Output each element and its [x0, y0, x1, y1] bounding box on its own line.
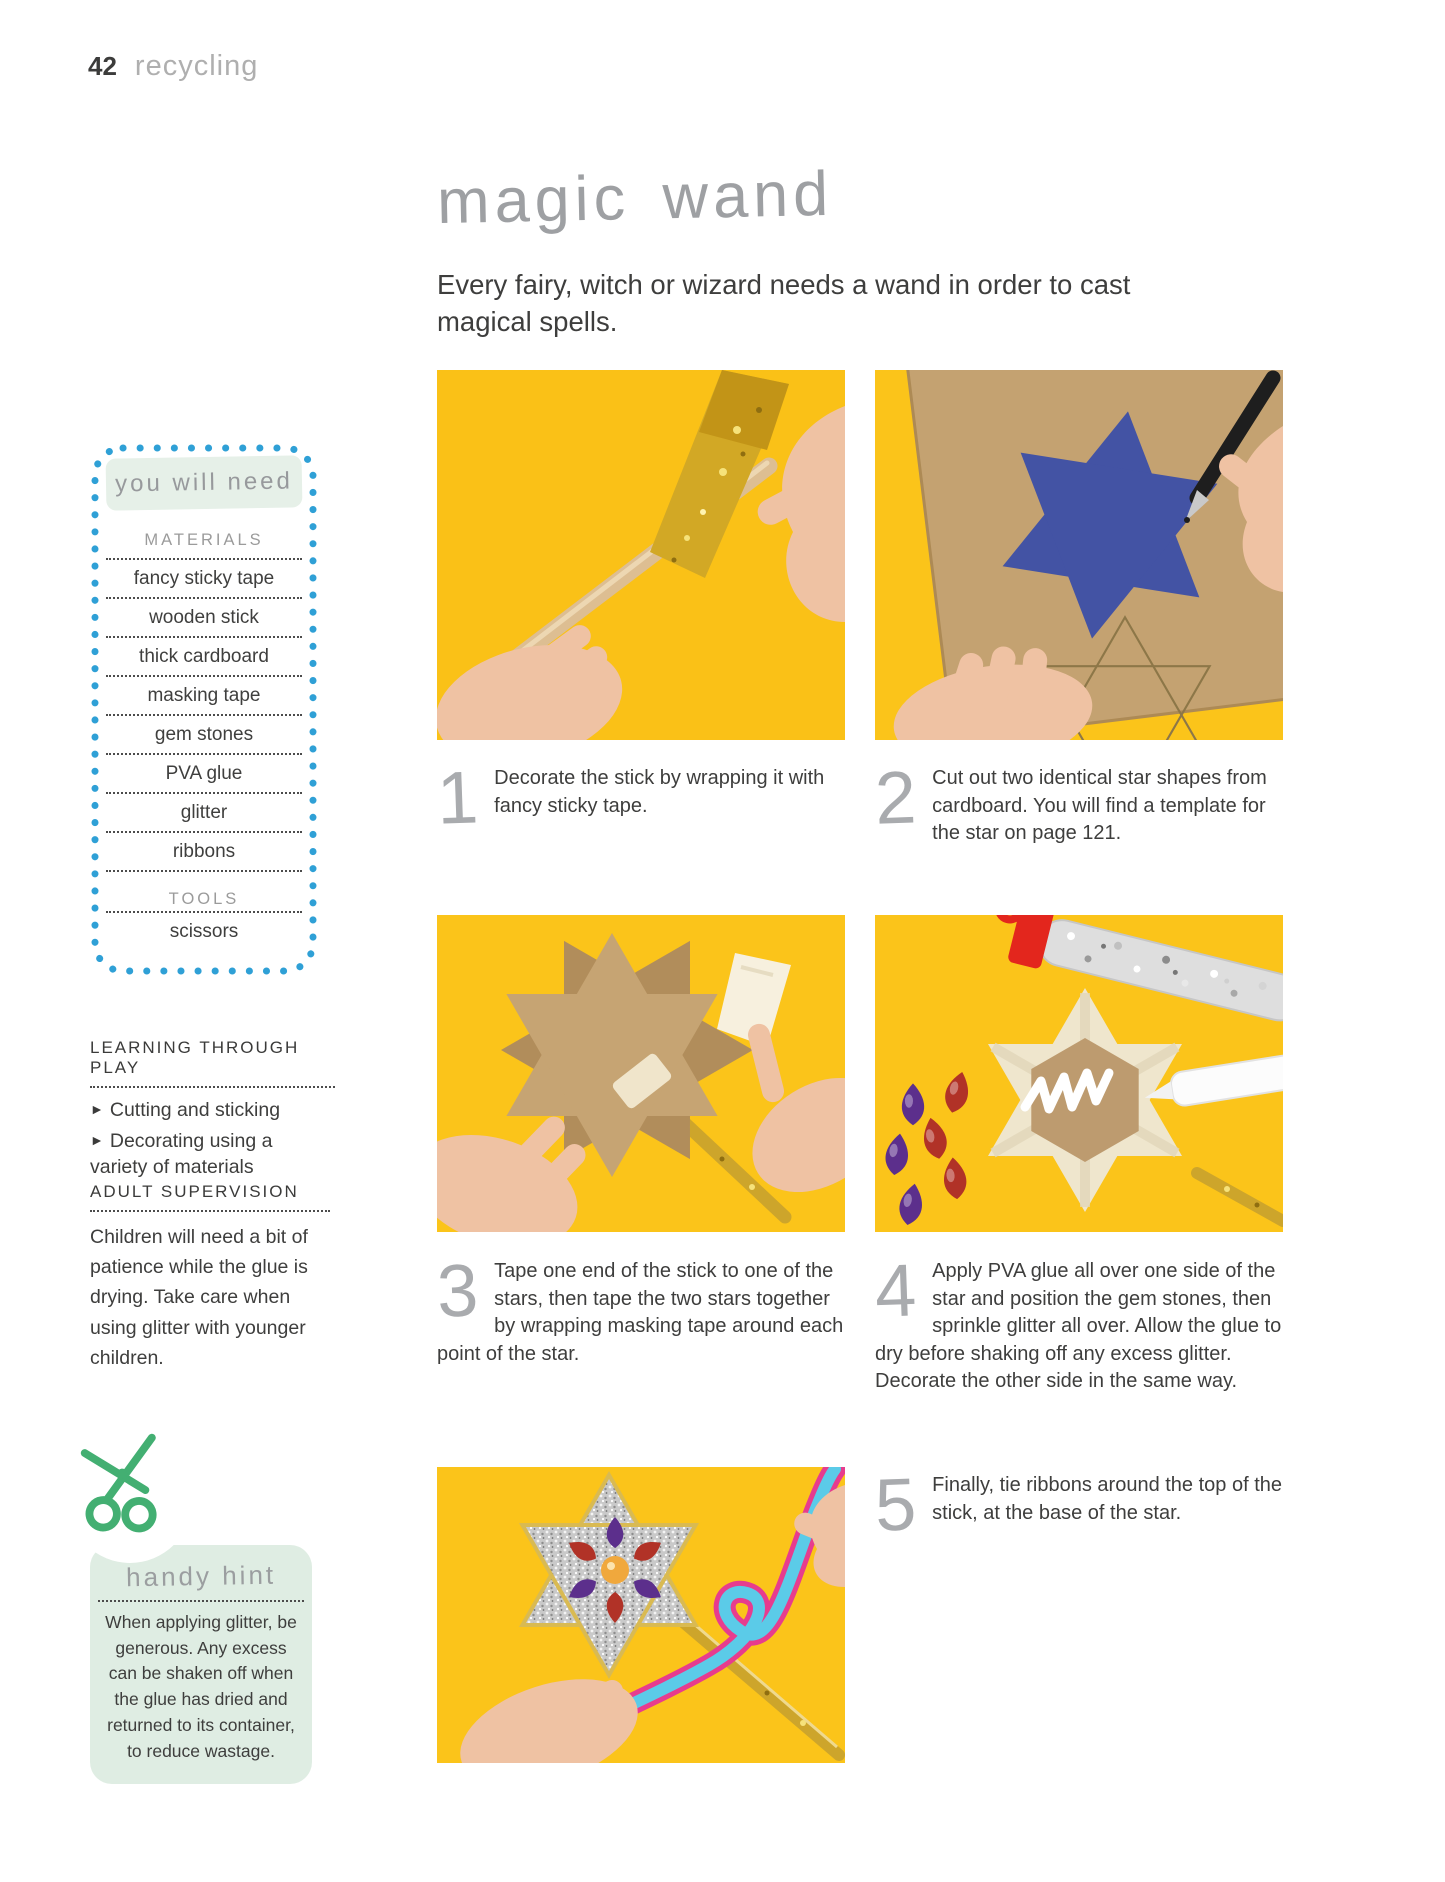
list-item: scissors — [106, 911, 302, 950]
triangle-bullet-icon: ► — [90, 1132, 104, 1149]
step-text: Cut out two identical star shapes from cardboard. You will find a template for the star on page 121. — [932, 767, 1267, 845]
step-number: 4 — [873, 1248, 918, 1333]
list-item: gem stones — [106, 714, 302, 753]
page-number: 42 — [88, 51, 117, 81]
step-number: 3 — [435, 1248, 480, 1333]
materials-label: MATERIALS — [144, 531, 264, 549]
step-4 — [873, 1248, 1283, 1396]
step-1-photo — [437, 370, 845, 740]
list-item: masking tape — [106, 675, 302, 714]
step-text: Decorate the stick by wrapping it with fancy sticky tape. — [494, 767, 825, 817]
adult-supervision — [90, 1182, 330, 1373]
materials-list — [106, 558, 302, 872]
you-will-need-title: you will need — [106, 455, 303, 510]
step-text: Apply PVA glue all over one side of the star and position the gem stones, then sprinkle glitter all over. Allow the glue to dry before shaking off any excess glitter. Decorate the other side in the same way. — [875, 1260, 1282, 1393]
center-gem — [601, 1556, 629, 1584]
handy-hint-box — [90, 1545, 312, 1784]
you-will-need-box — [90, 443, 318, 976]
step-2 — [873, 755, 1283, 848]
step-1 — [435, 755, 845, 840]
step-3 — [435, 1248, 845, 1368]
step-number: 1 — [435, 755, 480, 840]
intro-text: Every fairy, witch or wizard needs a wand in order to cast magical spells. — [437, 269, 1131, 338]
step-5-photo — [437, 1467, 845, 1763]
list-item: ► Cutting and sticking — [90, 1099, 281, 1121]
learning-heading: LEARNING THROUGH PLAY — [90, 1038, 335, 1088]
list-item: glitter — [106, 792, 302, 831]
supervision-text: Children will need a bit of patience while the glue is drying. Take care when using glitter with younger children. — [90, 1226, 308, 1369]
list-item: thick cardboard — [106, 636, 302, 675]
list-item: ribbons — [106, 831, 302, 870]
list-item: wooden stick — [106, 597, 302, 636]
step-5 — [873, 1462, 1295, 1547]
list-item: ► Decorating using a variety of materials — [90, 1130, 273, 1178]
handy-hint-text: When applying glitter, be generous. Any excess can be shaken off when the glue has dried and returned to its container, to reduce wastage. — [105, 1612, 297, 1761]
supervision-heading: ADULT SUPERVISION — [90, 1182, 330, 1212]
step-4-photo — [875, 915, 1283, 1232]
section-name: recycling — [134, 50, 259, 82]
triangle-bullet-icon: ► — [90, 1101, 104, 1117]
handy-hint-title: handy hint — [125, 1559, 277, 1593]
page-title: magic wand — [436, 158, 834, 238]
tools-list — [106, 911, 302, 950]
step-text: Tape one end of the stick to one of the stars, then tape the two stars together by wrapping masking tape around each point of the star. — [437, 1260, 844, 1365]
step-number: 5 — [873, 1462, 918, 1547]
page-header — [88, 50, 258, 83]
step-number: 2 — [873, 755, 918, 840]
tools-label: TOOLS — [168, 890, 240, 908]
list-item: PVA glue — [106, 753, 302, 792]
scissors-icon — [69, 1427, 181, 1546]
step-text: Finally, tie ribbons around the top of the stick, at the base of the star. — [932, 1474, 1282, 1524]
list-item: fancy sticky tape — [106, 558, 302, 597]
step-2-photo — [875, 370, 1283, 740]
learning-through-play — [90, 1038, 335, 1180]
step-3-photo — [437, 915, 845, 1232]
